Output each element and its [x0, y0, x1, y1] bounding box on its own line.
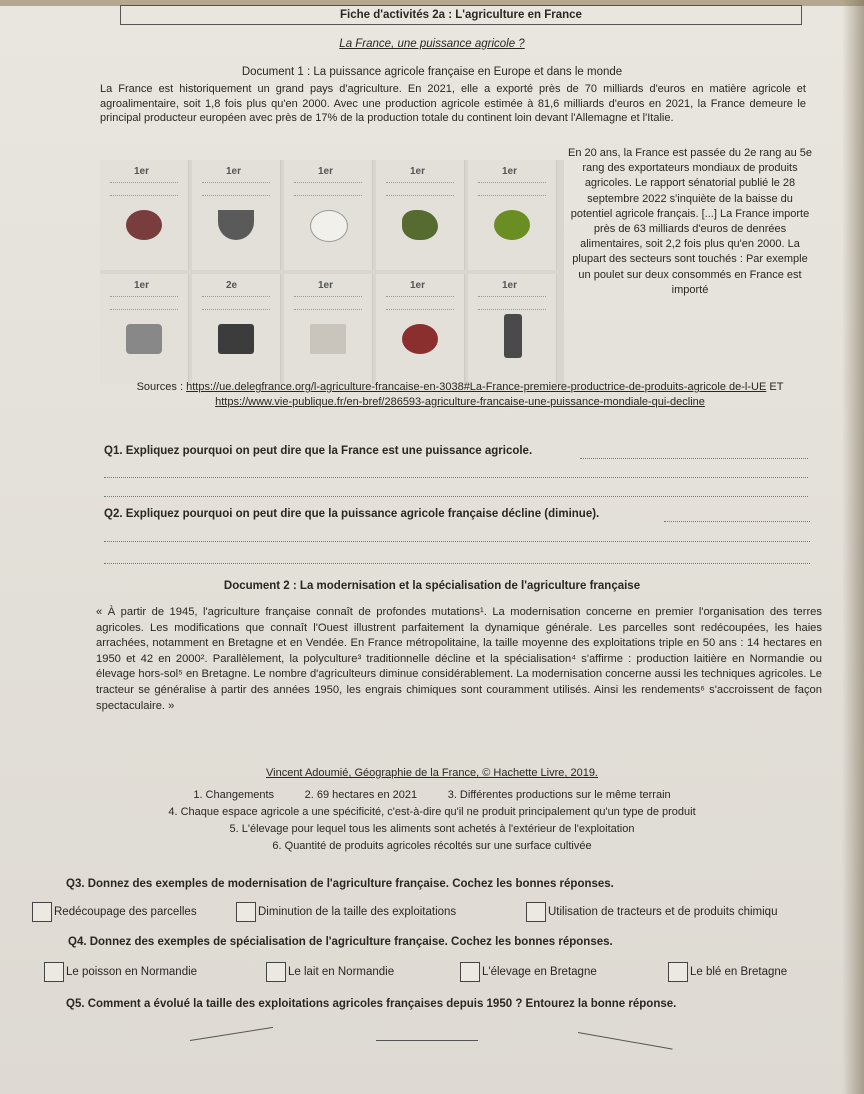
- ranking-tile: [192, 160, 281, 270]
- rank-label: 1er: [318, 280, 334, 291]
- checkbox[interactable]: [32, 902, 52, 922]
- arrow-decrease[interactable]: [578, 1032, 673, 1050]
- ranking-tile: [192, 274, 281, 384]
- rank-label: 1er: [318, 166, 334, 177]
- tile-caption: [478, 182, 546, 196]
- worksheet-subtitle: La France, une puissance agricole ?: [339, 38, 525, 50]
- q4-option-3[interactable]: [460, 962, 597, 982]
- sources-connector: ET: [766, 381, 784, 393]
- wine-glass-icon: [218, 210, 254, 240]
- checkbox[interactable]: [44, 962, 64, 982]
- option-label: Diminution de la taille des exploitations: [258, 906, 457, 918]
- ranking-tile: [284, 160, 373, 270]
- q4-option-2[interactable]: [266, 962, 394, 982]
- rank-label: 1er: [410, 280, 426, 291]
- flower-icon: [402, 324, 438, 354]
- answer-line[interactable]: [104, 563, 810, 564]
- definition-line-4: 6. Quantité de produits agricoles récoltés sur une surface cultivée: [272, 840, 592, 852]
- tile-caption: [478, 296, 546, 310]
- can-icon: [126, 324, 162, 354]
- document-1-text: La France est historiquement un grand pays d'agriculture. En 2021, elle a exporté près de 70 milliards d'euros en matière agricole et agroalimentaire, soit 1,8 fois plus qu'en 2000. Avec une production agricole estimée à 81,6 milliards d'euros en 2021, la France demeure le principal producteur européen avec près de 17% de la production totale du continent loin devant l'Allemagne et l'Italie.: [100, 83, 806, 124]
- ranking-tile: [468, 160, 557, 270]
- q3-option-1[interactable]: [32, 902, 197, 922]
- ranking-tile: [376, 274, 465, 384]
- definition-line-1: 1. Changements 2. 69 hectares en 2021 3. Différentes productions sur le même terrain: [193, 789, 671, 801]
- q4-option-4[interactable]: [668, 962, 787, 982]
- bottle-icon: [504, 314, 522, 358]
- answer-line[interactable]: [104, 541, 810, 542]
- tile-caption: [386, 182, 454, 196]
- book-icon: [218, 324, 254, 354]
- tile-caption: [202, 296, 270, 310]
- document-1-heading: Document 1 : La puissance agricole française en Europe et dans le monde: [241, 66, 623, 78]
- worksheet-title: Fiche d'activités 2a : L'agriculture en France: [120, 5, 802, 25]
- rank-label: 1er: [502, 280, 518, 291]
- option-label: Le poisson en Normandie: [66, 966, 198, 978]
- arrow-increase[interactable]: [190, 1027, 273, 1041]
- q3-option-3[interactable]: [526, 902, 777, 922]
- option-label: Utilisation de tracteurs et de produits chimiqu: [548, 906, 778, 918]
- document-2-text: « À partir de 1945, l'agriculture française connaît de profondes mutations¹. La modernisation concerne en premier l'organisation des terres agricoles. Les modifications que connaît l'Ouest illustrent parfaitement la dynamique générale. Les parcelles sont redécoupées, les haies arrachées, notamment en Bretagne et en Vendée. En France métropolitaine, la taille moyenne des exploitations triple en 50 ans : 14 hectares en 1950 et 42 en 2000². Parallèlement, la polyculture³ traditionnelle décline et la spécialisation⁴ s'affirme : production laitière en Normandie ou élevage hors-sol⁵ en Bretagne. Le nombre d'agriculteurs diminue considérablement. La modernisation concerne aussi les techniques agricoles. Le tracteur se généralise à partir des années 1950, les engrais chimiques sont couramment utilisés. Ainsi les rendements⁶ s'accroissent de façon spectaculaire. »: [96, 606, 822, 712]
- ranking-tile: [284, 274, 373, 384]
- sources-line: [100, 380, 820, 410]
- answer-line[interactable]: [104, 477, 808, 478]
- rank-label: 1er: [410, 166, 426, 177]
- answer-line[interactable]: [580, 458, 808, 459]
- tile-caption: [386, 296, 454, 310]
- meat-icon: [126, 210, 162, 240]
- definition-line-2: 4. Chaque espace agricole a une spécificité, c'est-à-dire qu'il ne produit principalement qu'un type de produit: [168, 806, 696, 818]
- tile-caption: [110, 182, 178, 196]
- rank-label: 1er: [226, 166, 242, 177]
- option-label: Le lait en Normandie: [288, 966, 395, 978]
- potato-icon: [494, 210, 530, 240]
- option-label: Le blé en Bretagne: [690, 966, 788, 978]
- ranking-tile: [100, 274, 189, 384]
- ranking-tile: [376, 160, 465, 270]
- question-2: Q2. Expliquez pourquoi on peut dire que la puissance agricole française décline (diminue).: [104, 508, 600, 520]
- question-1: Q1. Expliquez pourquoi on peut dire que la France est une puissance agricole.: [104, 445, 533, 457]
- tile-caption: [294, 296, 362, 310]
- checkbox[interactable]: [266, 962, 286, 982]
- source-link-2[interactable]: https://www.vie-publique.fr/en-bref/286593-agriculture-francaise-une-puissance-mondiale-qui-decline: [215, 396, 705, 408]
- answer-line[interactable]: [104, 496, 808, 497]
- checkbox[interactable]: [460, 962, 480, 982]
- rank-label: 1er: [134, 166, 150, 177]
- tile-caption: [294, 182, 362, 196]
- ranking-tile: [100, 160, 189, 270]
- answer-line[interactable]: [664, 521, 810, 522]
- q4-option-1[interactable]: [44, 962, 197, 982]
- document-2-citation: Vincent Adoumié, Géographie de la France, © Hachette Livre, 2019.: [266, 767, 598, 779]
- checkbox[interactable]: [236, 902, 256, 922]
- definition-line-3: 5. L'élevage pour lequel tous les aliments sont achetés à l'extérieur de l'exploitation: [229, 823, 635, 835]
- egg-icon: [310, 210, 348, 242]
- tile-caption: [202, 182, 270, 196]
- crate-icon: [310, 324, 346, 354]
- checkbox[interactable]: [668, 962, 688, 982]
- ranking-tile: [468, 274, 557, 384]
- question-3: Q3. Donnez des exemples de modernisation de l'agriculture française. Cochez les bonnes réponses.: [66, 878, 614, 890]
- question-5: Q5. Comment a évolué la taille des exploitations agricoles françaises depuis 1950 ? Entourez la bonne réponse.: [66, 998, 677, 1010]
- q3-option-2[interactable]: [236, 902, 456, 922]
- sources-label: Sources :: [136, 381, 187, 393]
- page-shadow: [842, 0, 864, 1094]
- option-label: L'élevage en Bretagne: [482, 966, 597, 978]
- rankings-infographic: [100, 160, 564, 384]
- side-text-exports: En 20 ans, la France est passée du 2e rang au 5e rang des exportateurs mondiaux de produits agricoles. Le rapport sénatorial publié le 28 septembre 2022 s'inquiète de la baisse du potentiel agricole français. [...] La France importe près de 63 milliards d'euros de denrées alimentaires, soit 2,2 fois plus qu'en 2000. La plupart des secteurs sont touchés : Par exemple un poulet sur deux consommés en France est importé: [568, 147, 812, 296]
- rank-label: 1er: [134, 280, 150, 291]
- checkbox[interactable]: [526, 902, 546, 922]
- question-4: Q4. Donnez des exemples de spécialisation de l'agriculture française. Cochez les bonnes réponses.: [68, 936, 613, 948]
- source-link-1[interactable]: https://ue.delegfrance.org/l-agriculture-francaise-en-3038#La-France-premiere-productrice-de-produits-agricole de-l-UE: [186, 381, 767, 393]
- rank-label: 2e: [226, 280, 238, 291]
- document-2-heading: Document 2 : La modernisation et la spécialisation de l'agriculture française: [223, 580, 641, 592]
- arrow-stable[interactable]: [376, 1040, 478, 1041]
- vegetable-icon: [402, 210, 438, 240]
- rank-label: 1er: [502, 166, 518, 177]
- option-label: Redécoupage des parcelles: [54, 906, 197, 918]
- tile-caption: [110, 296, 178, 310]
